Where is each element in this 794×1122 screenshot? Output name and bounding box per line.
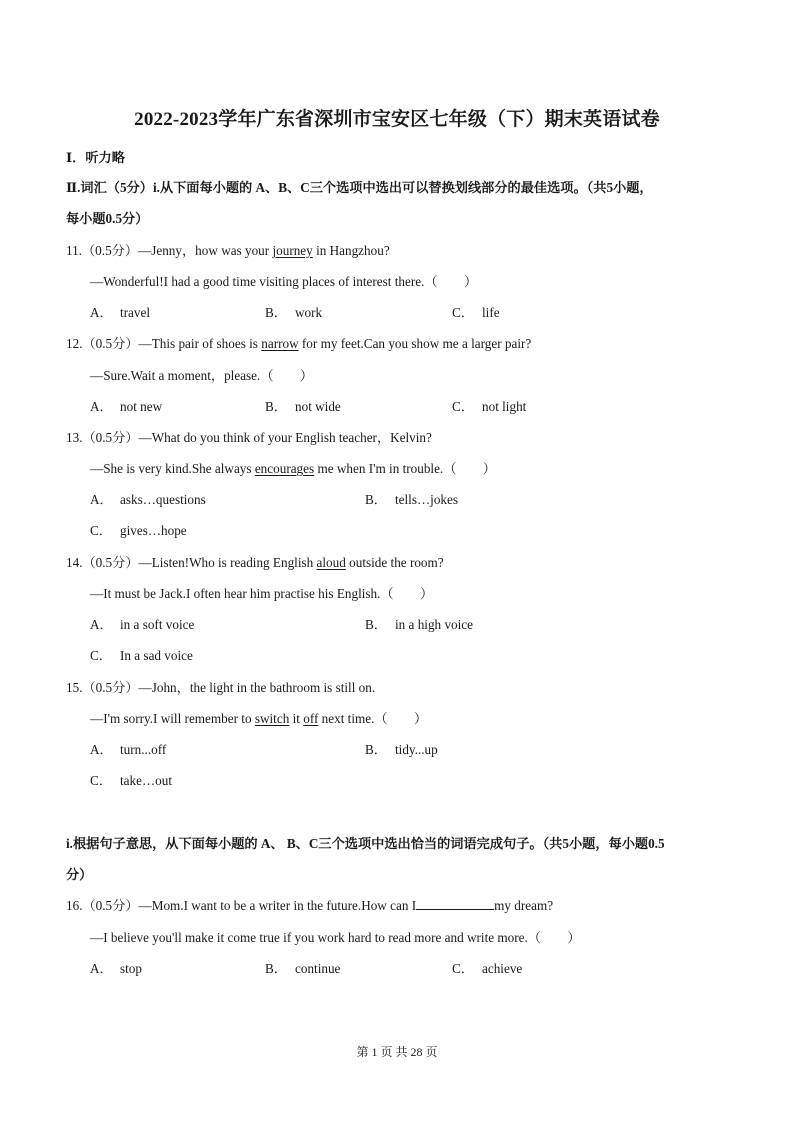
question-16-option-c[interactable]: C． achieve: [452, 961, 523, 976]
question-14-reply: —It must be Jack.I often hear him practise his English.（ ）: [90, 586, 434, 601]
question-12-option-c[interactable]: C． not light: [452, 399, 527, 414]
section-vocab-instruction-cont: 每小题0.5分）: [66, 211, 149, 226]
section-listening: Ⅰ．听力略: [66, 150, 125, 165]
section-vocab-instruction: Ⅱ.词汇（5分）i.从下面每小题的 A、B、C三个选项中选出可以替换划线部分的最佳选项。（共5小题，: [66, 180, 653, 195]
question-16-option-b[interactable]: B． continue: [265, 961, 341, 976]
question-12-stem: 12.（0.5分）—This pair of shoes is narrow for my feet.Can you show me a larger pair?: [66, 336, 532, 351]
question-11-reply: —Wonderful!I had a good time visiting places of interest there.（ ）: [90, 274, 478, 289]
question-15-option-a[interactable]: A． turn...off: [90, 742, 167, 757]
question-13-stem: 13.（0.5分）—What do you think of your English teacher，Kelvin?: [66, 430, 432, 445]
question-15-option-c[interactable]: C． take…out: [90, 773, 173, 788]
page-title: 2022-2023学年广东省深圳市宝安区七年级（下）期末英语试卷: [134, 109, 660, 130]
question-15-stem: 15.（0.5分）—John，the light in the bathroom is still on.: [66, 680, 376, 695]
underlined-word: off: [303, 711, 319, 726]
question-13-option-b[interactable]: B． tells…jokes: [365, 492, 459, 507]
underlined-word: encourages: [254, 461, 315, 476]
underlined-word: switch: [254, 711, 290, 726]
underlined-word: narrow: [261, 336, 299, 351]
question-15-option-b[interactable]: B． tidy...up: [365, 742, 438, 757]
underlined-word: aloud: [316, 555, 346, 570]
question-12-option-b[interactable]: B． not wide: [265, 399, 341, 414]
question-16-option-a[interactable]: A． stop: [90, 961, 142, 976]
question-11-option-a[interactable]: A． travel: [90, 305, 151, 320]
question-13-reply: —She is very kind.She always encourages me when I'm in trouble.（ ）: [90, 461, 496, 476]
question-12-option-a[interactable]: A． not new: [90, 399, 163, 414]
question-11-option-b[interactable]: B． work: [265, 305, 323, 320]
underlined-word: journey: [272, 243, 313, 258]
question-14-stem: 14.（0.5分）—Listen!Who is reading English aloud outside the room?: [66, 555, 444, 570]
question-16-reply: —I believe you'll make it come true if you work hard to read more and write more.（ ）: [90, 930, 581, 945]
question-14-option-b[interactable]: B． in a high voice: [365, 617, 474, 632]
question-12-reply: —Sure.Wait a moment，please.（ ）: [90, 368, 314, 383]
question-16-stem: 16.（0.5分）—Mom.I want to be a writer in the future.How can I my dream?: [66, 898, 554, 913]
question-13-option-a[interactable]: A． asks…questions: [90, 492, 206, 507]
question-15-reply: —I'm sorry.I will remember to switch it off next time.（ ）: [90, 711, 428, 726]
question-13-option-c[interactable]: C． gives…hope: [90, 523, 187, 538]
page-footer: 第 1 页 共 28 页: [356, 1045, 438, 1059]
question-14-option-c[interactable]: C． In a sad voice: [90, 648, 193, 663]
question-14-option-a[interactable]: A． in a soft voice: [90, 617, 195, 632]
answer-blank[interactable]: [416, 897, 494, 910]
section-fill-instruction: i.根据句子意思，从下面每小题的 A、 B、C三个选项中选出恰当的词语完成句子。（共5小题，每小题0.5: [66, 836, 665, 851]
question-11-option-c[interactable]: C． life: [452, 305, 500, 320]
section-fill-instruction-cont: 分）: [66, 867, 93, 882]
question-11-stem: 11.（0.5分）—Jenny，how was your journey in Hangzhou?: [66, 243, 390, 258]
